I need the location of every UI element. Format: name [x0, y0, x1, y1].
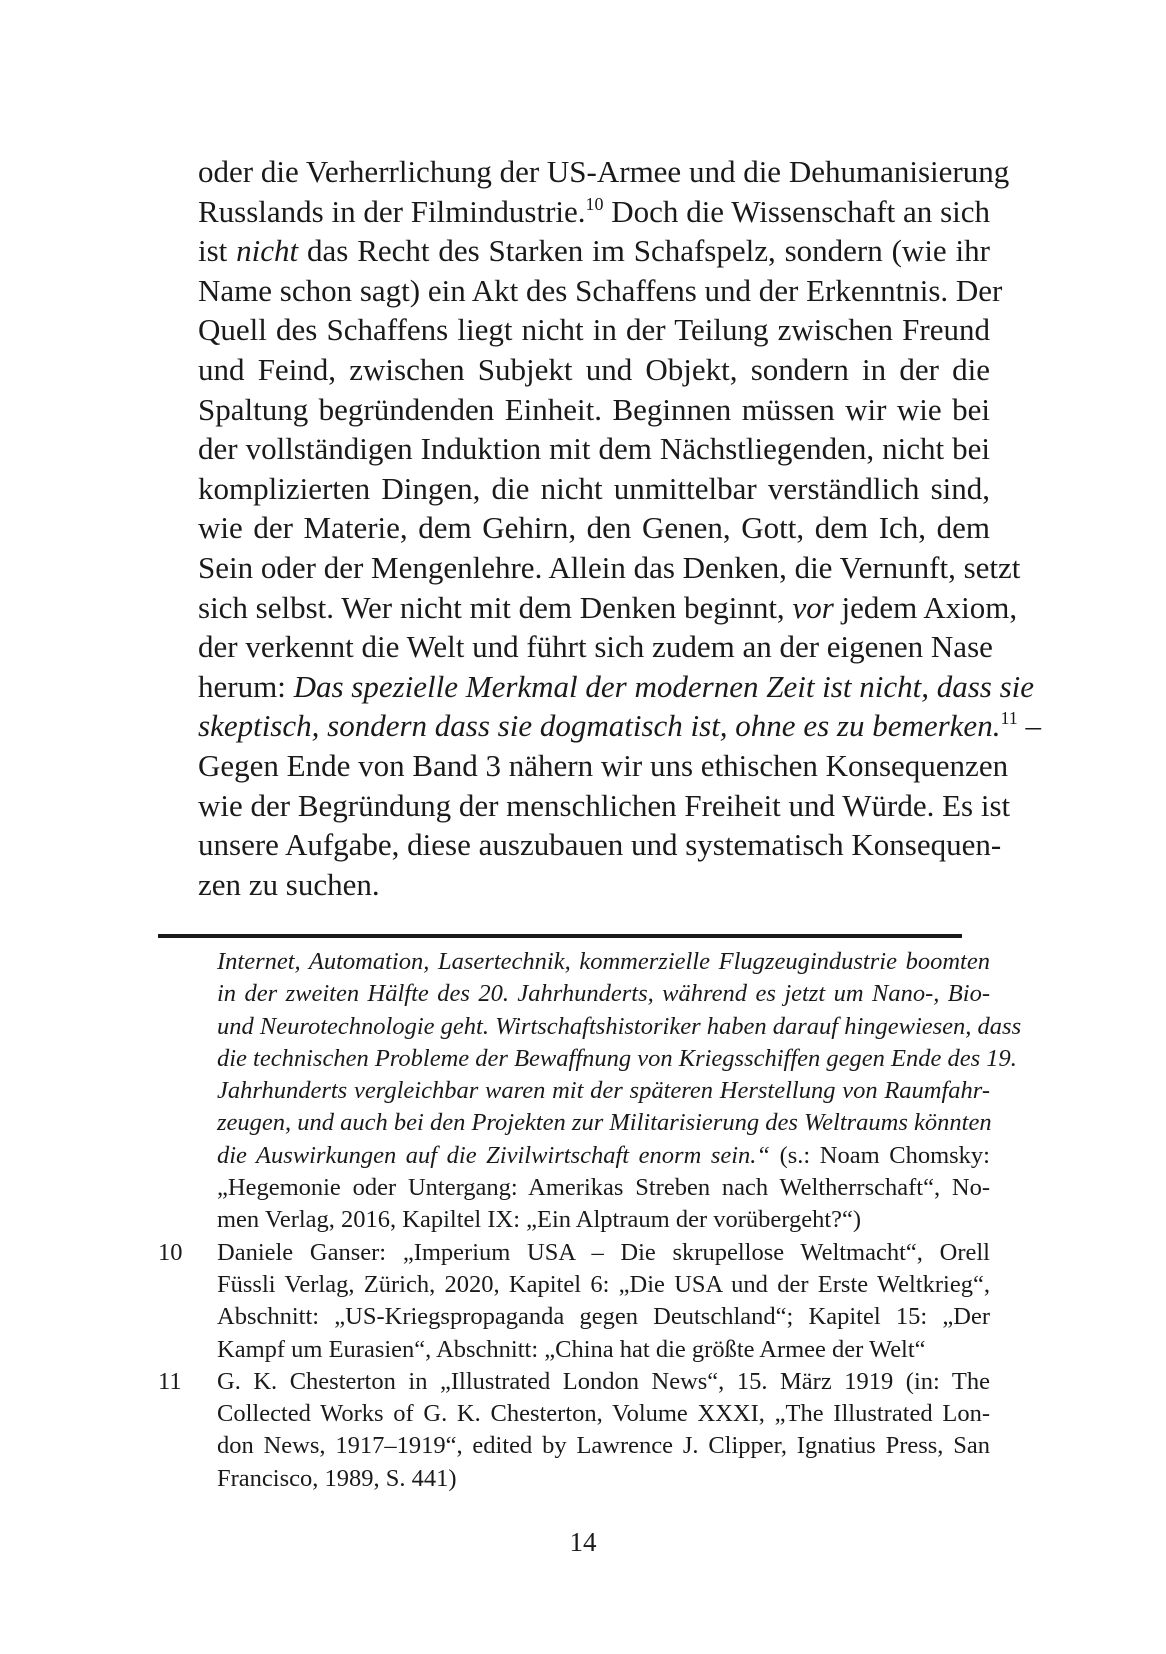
- footnote-line: Abschnitt: „US-Kriegspropaganda gegen Deutschland“; Kapitel 15: „Der: [217, 1303, 990, 1331]
- page-number: 14: [569, 1527, 597, 1557]
- footnote-line: Francisco, 1989, S. 441): [217, 1464, 457, 1492]
- body-line: wie der Materie, dem Gehirn, den Genen, Gott, dem Ich, dem: [198, 510, 990, 546]
- footnote-line: „Hegemonie oder Untergang: Amerikas Streben nach Weltherrschaft“, No-: [217, 1174, 990, 1202]
- footnote-ref-10[interactable]: 10: [585, 193, 604, 214]
- body-line: Spaltung begründenden Einheit. Beginnen müssen wir wie bei: [198, 391, 990, 427]
- body-line: herum: Das spezielle Merkmal der modernen Zeit ist nicht, dass sie: [198, 668, 1035, 704]
- footnote-line: men Verlag, 2016, Kapiltel IX: „Ein Alptraum der vorübergeht?“): [217, 1206, 862, 1234]
- emphasis: vor: [792, 589, 834, 625]
- footnote-ref-11[interactable]: 11: [1000, 708, 1018, 729]
- body-line: zen zu suchen.: [198, 866, 380, 902]
- body-line: Name schon sagt) ein Akt des Schaffens und der Erkenntnis. Der: [198, 272, 1003, 308]
- footnote-line: Jahrhunderts vergleichbar waren mit der späteren Herstellung von Raumfahr-: [217, 1077, 990, 1105]
- quote-italic: Das spezielle Merkmal der modernen Zeit ist nicht, dass sie: [293, 668, 1035, 704]
- footnote-line: die technischen Probleme der Bewaffnung von Kriegsschiffen gegen Ende des 19.: [217, 1044, 1017, 1072]
- body-line: der vollständigen Induktion mit dem Nächstliegenden, nicht bei: [198, 431, 990, 467]
- body-line: Gegen Ende von Band 3 nähern wir uns ethischen Konsequenzen: [198, 747, 1009, 783]
- quote-italic: skeptisch, sondern dass sie dogmatisch ist, ohne es zu bemerken.: [198, 708, 1001, 744]
- body-line: Sein oder der Mengenlehre. Allein das Denken, die Vernunft, setzt: [198, 549, 1021, 585]
- footnote-line: die Auswirkungen auf die Zivilwirtschaft enorm sein.“ (s.: Noam Chomsky:: [217, 1141, 990, 1169]
- footnote-line: G. K. Chesterton in „Illustrated London News“, 15. März 1919 (in: The: [217, 1367, 990, 1395]
- footnote-line: Kampf um Eurasien“, Abschnitt: „China hat die größte Armee der Welt“: [217, 1335, 926, 1363]
- body-text: [198, 152, 1042, 904]
- footnote-10: [158, 1237, 990, 1366]
- body-line: sich selbst. Wer nicht mit dem Denken beginnt, vor jedem Axiom,: [198, 589, 1018, 625]
- body-line: skeptisch, sondern dass sie dogmatisch ist, ohne es zu bemerken.$^{11}$ –: [198, 708, 1042, 744]
- footnote-line: in der zweiten Hälfte des 20. Jahrhunderts, während es jetzt um Nano-, Bio-: [217, 980, 990, 1008]
- footnote-line: und Neurotechnologie geht. Wirtschaftshistoriker haben darauf hingewiesen, dass: [217, 1012, 1022, 1040]
- footnotes: [158, 946, 1022, 1495]
- body-line: ist nicht das Recht des Starken im Schafspelz, sondern (wie ihr: [198, 233, 990, 269]
- footnote-line: Collected Works of G. K. Chesterton, Volume XXXI, „The Illustrated Lon-: [217, 1400, 990, 1428]
- footnote-number: 11: [158, 1367, 182, 1395]
- body-line: komplizierten Dingen, die nicht unmittelbar verständlich sind,: [198, 470, 990, 506]
- body-line: oder die Verherrlichung der US-Armee und die Dehumanisierung: [198, 154, 1010, 189]
- footnote-separator: [158, 934, 962, 938]
- body-line: und Feind, zwischen Subjekt und Objekt, sondern in der die: [198, 351, 990, 387]
- footnote-line: zeugen, und auch bei den Projekten zur Militarisierung des Weltraums könnten: [217, 1109, 992, 1137]
- body-line: unsere Aufgabe, diese auszubauen und systematisch Konsequen-: [198, 827, 1002, 863]
- body-line: der verkennt die Welt und führt sich zudem an der eigenen Nase: [198, 629, 993, 665]
- footnote-number: 10: [158, 1238, 183, 1266]
- footnote-continued: [217, 946, 1022, 1237]
- footnote-line: Internet, Automation, Lasertechnik, kommerzielle Flugzeugindustrie boomten: [217, 948, 990, 975]
- emphasis: nicht: [236, 233, 299, 269]
- body-line: Quell des Schaffens liegt nicht in der Teilung zwischen Freund: [198, 312, 990, 348]
- footnote-line: Füssli Verlag, Zürich, 2020, Kapitel 6: „Die USA und der Erste Weltkrieg“,: [217, 1270, 990, 1298]
- footnote-11: [158, 1366, 990, 1495]
- footnote-line: Daniele Ganser: „Imperium USA – Die skrupellose Weltmacht“, Orell: [217, 1238, 990, 1266]
- body-line: Russlands in der Filmindustrie.$^{10}$ Doch die Wissenschaft an sich: [198, 193, 991, 229]
- body-line: wie der Begründung der menschlichen Freiheit und Würde. Es ist: [198, 787, 1011, 823]
- footnote-line: don News, 1917–1919“, edited by Lawrence J. Clipper, Ignatius Press, San: [217, 1432, 990, 1460]
